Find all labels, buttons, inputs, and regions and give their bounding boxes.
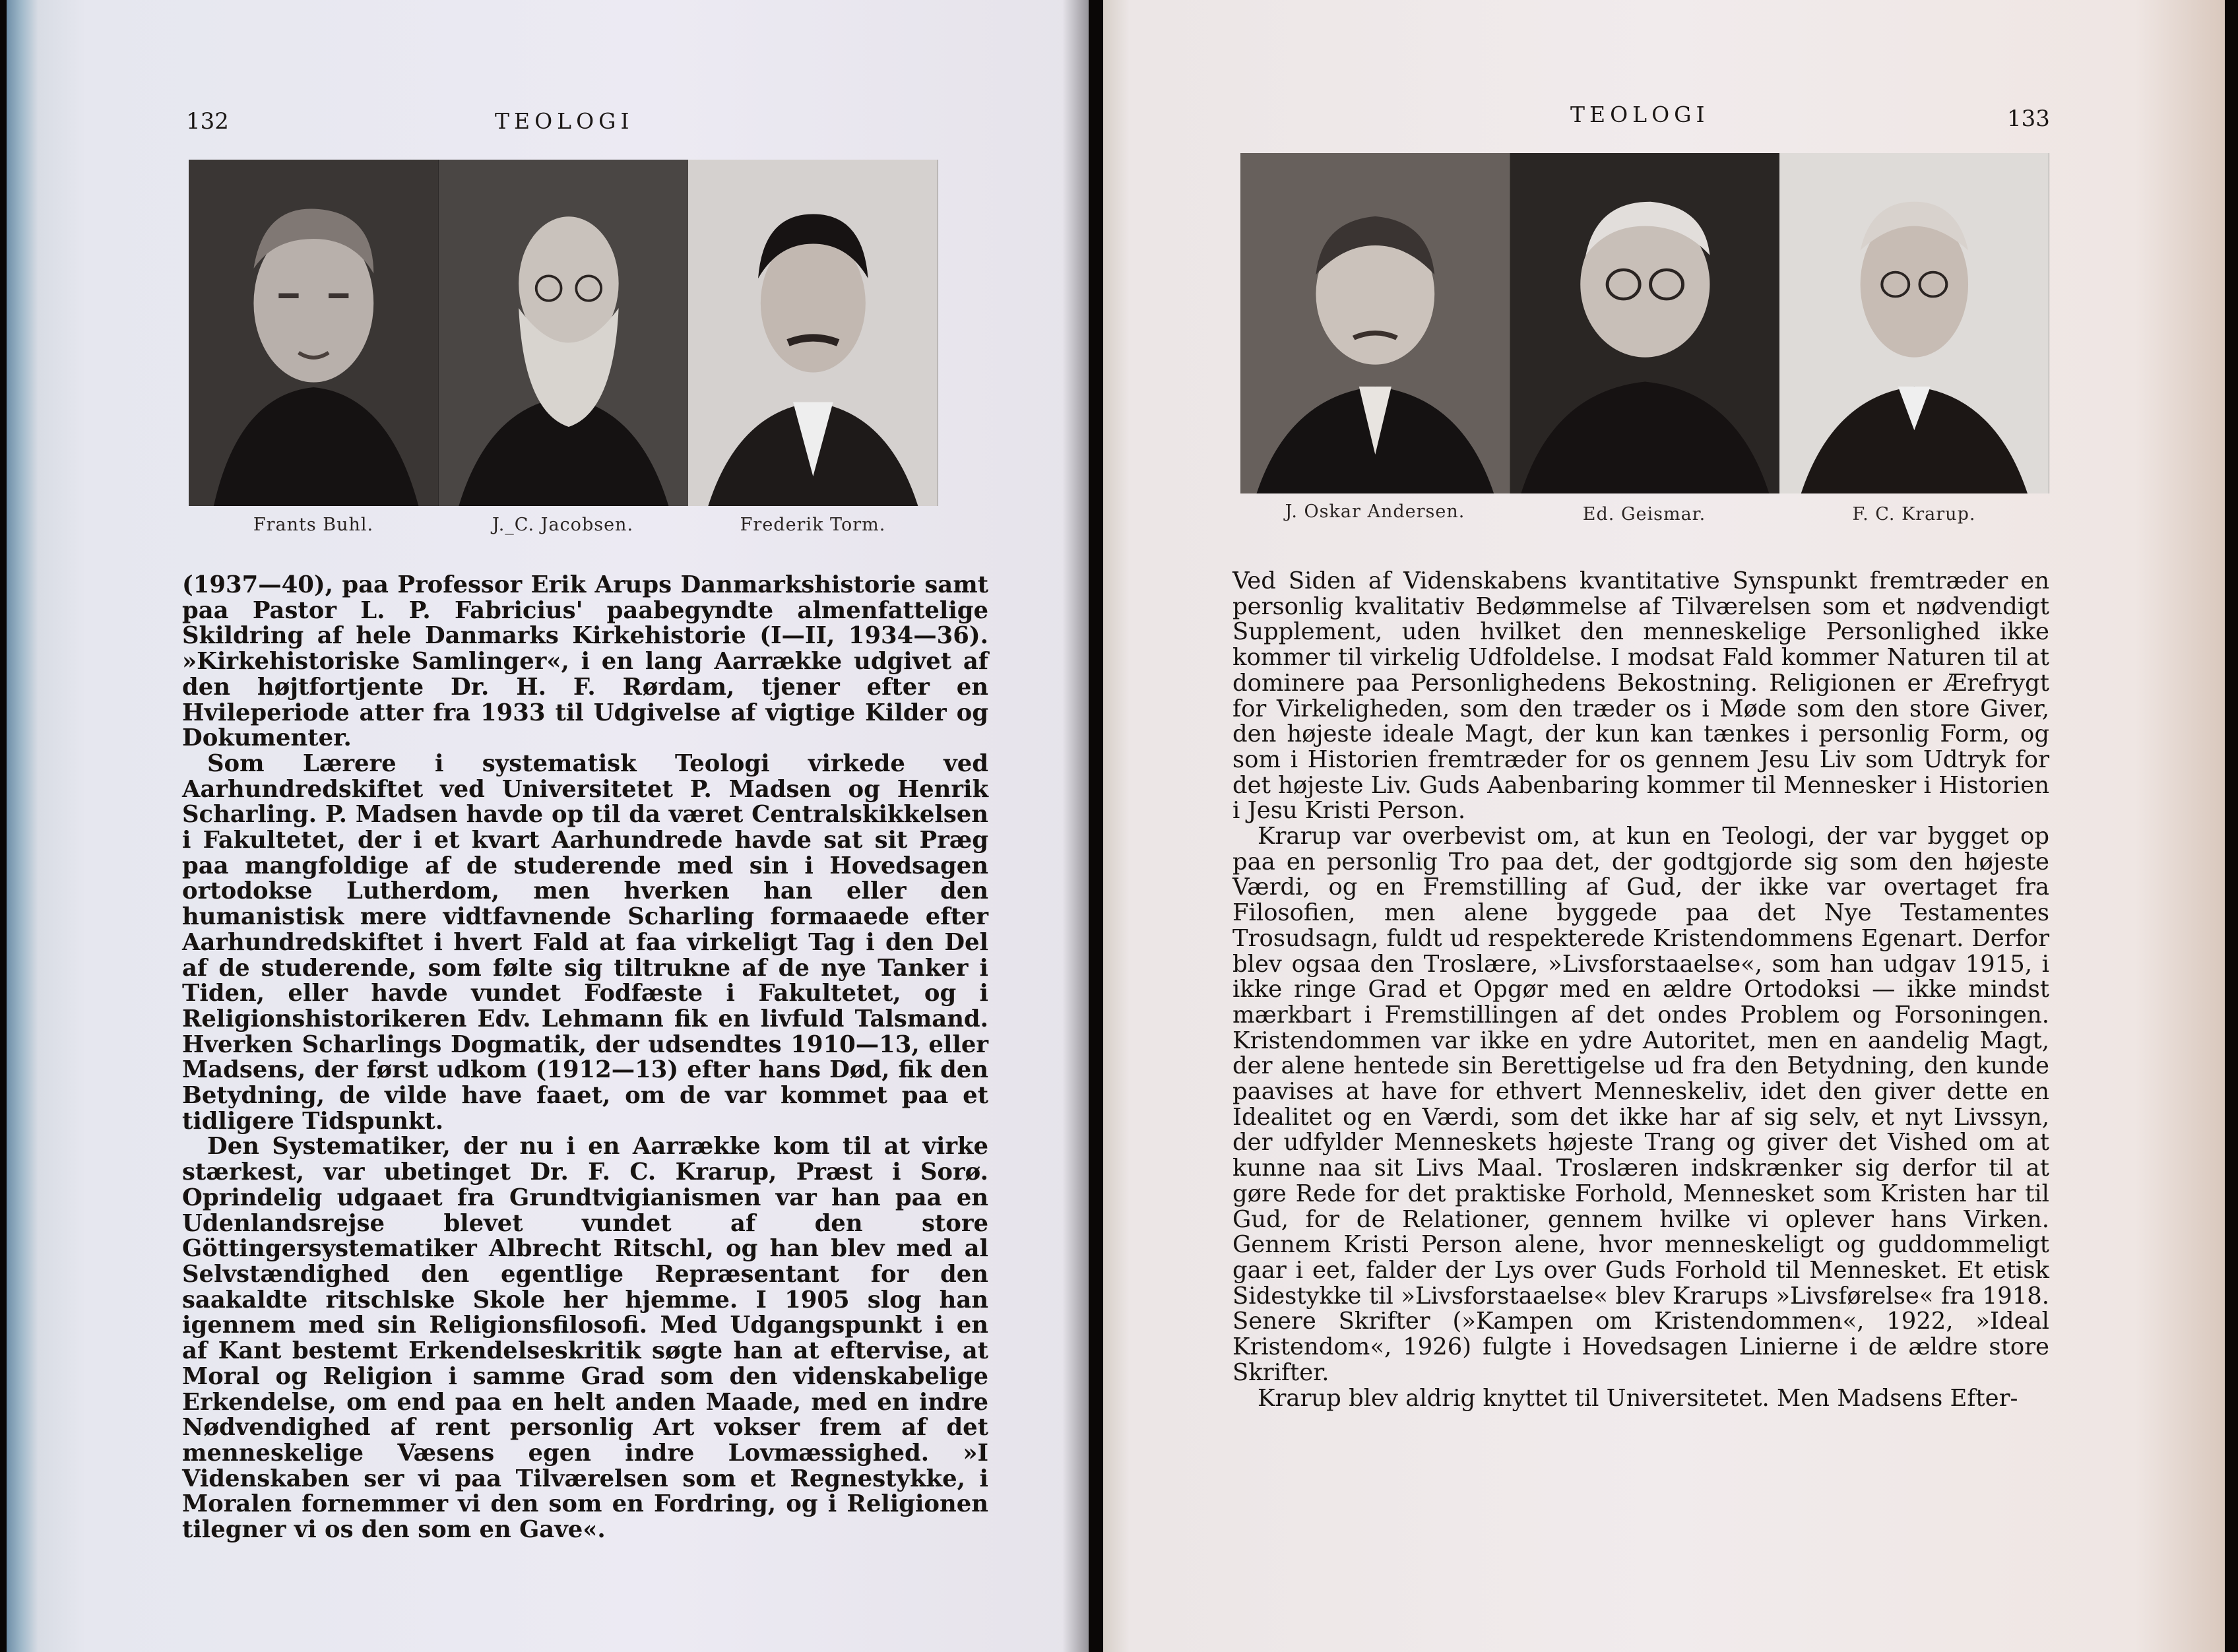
- portrait-caption: J. Oskar Andersen.: [1285, 501, 1465, 522]
- paragraph: Som Lærere i systematisk Teologi virkede ved Aarhundredskiftet ved Universitetet P. Madsen og Henrik Scharling. P. Madsen havde op til da været Centralskikkelsen i Fakultetet, der i et kvart Aarhundrede havde sat sit Præg paa mangfoldige af de studerende med sin i Hovedsagen ortodokse Lutherdom, men hverken han eller den humanistisk mere vidtfavnende Scharling formaaede efter Aarhundredskiftet i hvert Fald at faa virkeligt Tag i den Del af de studerende, som følte sig tiltrukne af de nye Tanker i Tiden, eller havde vundet Fodfæste i Fakultetet, og i Religionshistorikeren Edv. Lehmann fik en livfuld Talsmand. Hverken Scharlings Dogmatik, der udsendtes 1910—13, eller Madsens, der først udkom (1912—13) efter hans Død, fik den Betydning, de vilde have faaet, om de var kommet paa et tidligere Tidspunkt.: [182, 749, 988, 1135]
- portrait-caption: Ed. Geismar.: [1582, 504, 1706, 524]
- portrait-photo: [439, 160, 689, 506]
- paragraph: Ved Siden af Videnskabens kvantitative Synspunkt fremtræder en personlig kvalitativ Bedømmelse af Tilværelsen som et nødvendigt Supplement, uden hvilket den menneskelige Personlighed ikke kommer til virkelig Udfoldelse. I modsat Fald kommer Naturen til at dominere paa Personlighedens Bekostning. Religionen er Ærefrygt for Virkeligheden, som den træder os i Møde som den store Giver, den højeste ideale Magt, der kun kan tænkes i personlig Form, og som i Historien fremtræder for os gennem Jesu Liv som Udtryk for det højeste Liv. Guds Aabenbaring kommer til Mennesker i Historien i Jesu Kristi Person.: [1232, 567, 2049, 825]
- body-text: [182, 573, 988, 1543]
- paragraph: (1937—40), paa Professor Erik Arups Danmarkshistorie samt paa Pastor L. P. Fabricius' paabegyndte almenfattelige Skildring af hele Danmarks Kirkehistorie (I—II, 1934—36). »Kirkehistoriske Samlinger«, i en lang Aarrække udgivet af den højtfortjente Dr. H. F. Rørdam, tjener efter en Hvileperiode atter fra 1933 til Udgivelse af vigtige Kilder og Dokumenter.: [182, 571, 988, 752]
- portrait-photo: [688, 160, 938, 506]
- page-gutter-shadow: [1062, 0, 1089, 1652]
- portrait-photo: [189, 160, 439, 506]
- portrait-caption: J._C. Jacobsen.: [492, 515, 634, 535]
- portrait-strip: [1240, 153, 2049, 493]
- paragraph: Krarup var overbevist om, at kun en Teologi, der var bygget op paa en personlig Tro paa det, der godtgjorde sig som den højeste Værdi, og en Fremstilling af Gud, der ikke var overtaget fra Filosofien, men alene byggede paa det Nye Testamentes Trosudsagn, fuldt ud respekterede Kristendommens Egenart. Derfor blev ogsaa den Troslære, »Livsforstaaelse«, som han udgav 1915, i ikke ringe Grad et Opgør med en ældre Ortodoksi — ikke mindst mærkbart i Fremstillingen af det ondes Problem og Forsoningen. Kristendommen var ikke en ydre Autoritet, men en aandelig Magt, der alene hentede sin Berettigelse ud fra den Betydning, den kunde paavises at have for ethvert Menneskeliv, idet den giver dette en Idealitet og en Værdi, som det ikke har af sig selv, et nyt Livssyn, der udfylder Menneskets højeste Trang og giver det Vished om at kunne naa sit Livs Maal. Troslæren indskrænker sig derfor til at gøre Rede for det praktiske Forhold, Mennesket som Kristen har til Gud, for de Relationer, gennem hvilke vi oplever hans Virken. Gennem Kristi Person alene, hvor menneskeligt og guddommeligt gaar i eet, falder der Lys over Guds Forhold til Mennesket. Et etisk Sidestykke til »Livsforstaaelse« blev Krarups »Livsførelse« fra 1918. Senere Skrifter (»Kampen om Kristendommen«, 1922, »Ideal Kristendom«, 1926) fulgte i Hovedsagen Linierne i de ældre store Skrifter.: [1232, 823, 2049, 1386]
- running-head: TEOLOGI: [1570, 102, 1710, 127]
- page-number: 132: [186, 108, 229, 135]
- right-page: [1103, 0, 2225, 1652]
- left-page: [7, 0, 1089, 1652]
- portrait-caption: Frants Buhl.: [253, 515, 374, 535]
- running-head: TEOLOGI: [495, 108, 634, 134]
- portrait-photo: [1779, 153, 2049, 493]
- portrait-strip: [189, 160, 938, 506]
- page-number: 133: [2007, 106, 2050, 132]
- portrait-photo: [1510, 153, 1780, 493]
- portrait-caption: F. C. Krarup.: [1852, 504, 1976, 524]
- body-text: [1232, 569, 2049, 1411]
- paragraph: Krarup blev aldrig knyttet til Universitetet. Men Madsens Efter-: [1258, 1384, 2018, 1412]
- portrait-photo: [1240, 153, 1510, 493]
- portrait-caption: Frederik Torm.: [740, 515, 886, 535]
- paragraph: Den Systematiker, der nu i en Aarrække kom til at virke stærkest, var ubetinget Dr. F. C. Krarup, Præst i Sorø. Oprindelig udgaaet fra Grundtvigianismen var han paa en Udenlandsrejse blevet vundet af den store Göttingersystematiker Albrecht Ritschl, og han blev med al Selvstændighed den egentlige Repræsentant for den saakaldte ritschlske Skole her hjemme. I 1905 slog han igennem med sin Religionsfilosofi. Med Udgangspunkt i en af Kant bestemt Erkendelseskritik søgte han at eftervise, at Moral og Religion i samme Grad som den videnskabelige Erkendelse, om end paa en helt anden Maade, med en indre Nødvendighed af rent personlig Art vokser frem af det menneskelige Væsens egen indre Lovmæssighed. »I Videnskaben ser vi paa Tilværelsen som et Regnestykke, i Moralen fornemmer vi den som en Fordring, og i Religionen tilegner vi os den som en Gave«.: [182, 1133, 988, 1544]
